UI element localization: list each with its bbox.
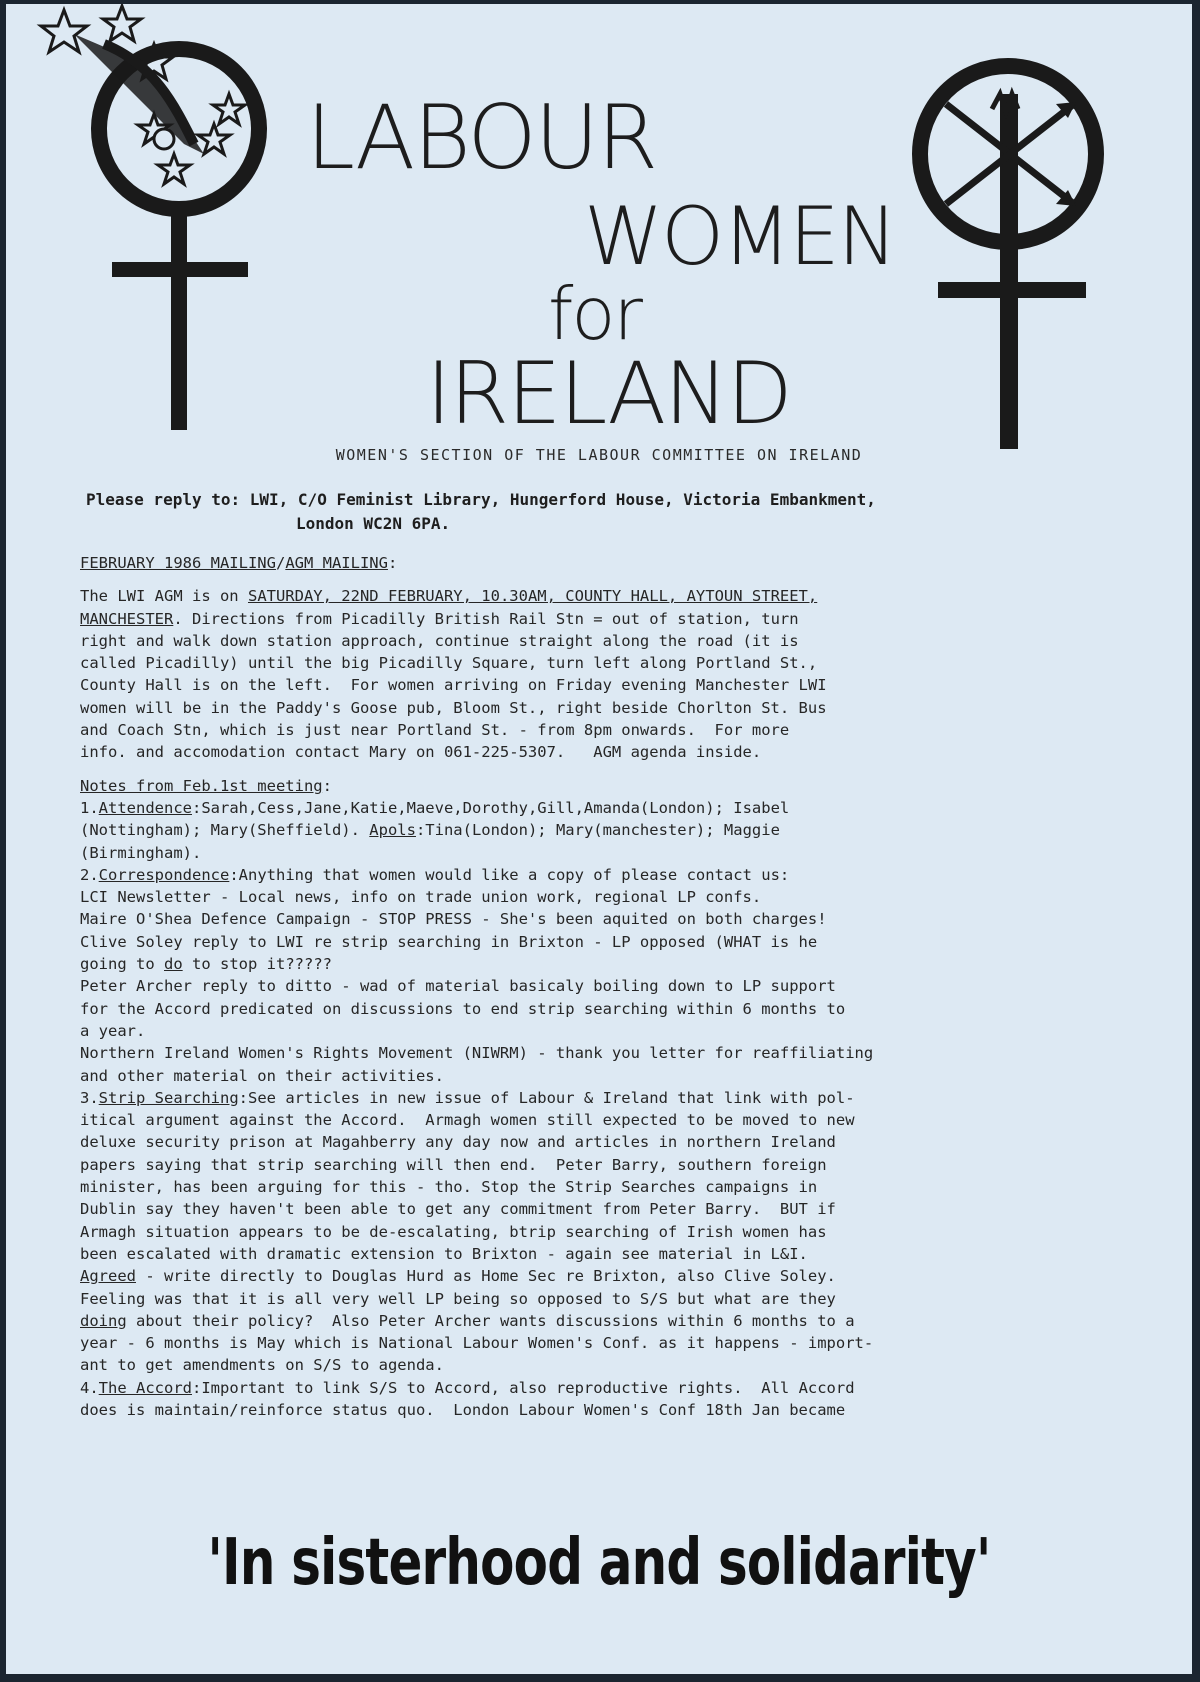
agreed-text: - write directly to Douglas Hurd as Home Sec re Brixton, also Clive Soley. [136, 1267, 836, 1286]
strip-searching-line-1 [80, 1087, 1140, 1109]
title-labour: LABOUR [306, 86, 657, 189]
strip-searching-line: Dublin say they haven't been able to get any commitment from Peter Barry. BUT if [80, 1200, 836, 1219]
mailing-heading-b: AGM MAILING [285, 554, 388, 572]
agm-text: The LWI AGM is on [80, 587, 248, 606]
accord-label: The Accord [98, 1378, 192, 1397]
mailing-body [80, 552, 1140, 1421]
correspondence-line: for the Accord predicated on discussions to end strip searching within 6 months to [80, 999, 846, 1018]
correspondence-text: going to [80, 955, 164, 974]
strip-searching-line: year - 6 months is May which is National Labour Women's Conf. as it happens - import- [80, 1334, 874, 1353]
title-for: for [548, 272, 641, 356]
item-number: 3. [80, 1088, 99, 1107]
emphasis-do: do [164, 955, 183, 974]
accord-text: :Important to link S/S to Accord, also reproductive rights. All Accord [192, 1378, 855, 1397]
mailing-heading-end: : [387, 554, 398, 572]
venus-stars-dove-emblem [34, 4, 304, 434]
agm-line: called Picadilly) until the big Picadilly Square, turn left along Portland St., [80, 654, 818, 673]
reply-address [86, 488, 1126, 536]
agm-line-1 [80, 585, 1140, 607]
correspondence-line: Maire O'Shea Defence Campaign - STOP PRESS - She's been aquited on both charges! [80, 910, 827, 929]
strip-searching-line: minister, has been arguing for this - tho. Stop the Strip Searches campaigns in [80, 1178, 818, 1197]
strip-searching-line: Feeling was that it is all very well LP being so opposed to S/S but what are they [80, 1289, 836, 1308]
strip-searching-line: been escalated with dramatic extension to Brixton - again see material in L&I. [80, 1244, 808, 1263]
agm-line: right and walk down station approach, continue straight along the road (it is [80, 631, 799, 650]
item-number: 1. [80, 798, 99, 817]
footer-slogan: 'In sisterhood and solidarity' [207, 1526, 991, 1600]
agreed-label: Agreed [80, 1267, 136, 1286]
agm-line: info. and accomodation contact Mary on 061-225-5307. AGM agenda inside. [80, 743, 762, 762]
attendance-text: :Sarah,Cess,Jane,Katie,Maeve,Dorothy,Gill,Amanda(London); Isabel [192, 798, 790, 817]
correspondence-line: a year. [80, 1021, 146, 1040]
attendance-line-1 [80, 797, 1140, 819]
title-women: WOMEN [584, 190, 896, 283]
mailing-heading-sep: / [275, 554, 286, 572]
correspondence-line-1 [80, 864, 1140, 886]
mailing-heading-a: FEBRUARY 1986 MAILING [80, 554, 276, 572]
venus-arrows-emblem [906, 54, 1106, 454]
attendance-text: (Nottingham); Mary(Sheffield). [80, 821, 370, 840]
correspondence-line [80, 953, 1140, 975]
attendance-line-3: (Birmingham). [80, 843, 202, 862]
correspondence-line: and other material on their activities. [80, 1066, 444, 1085]
agm-text: . Directions from Picadilly British Rail Stn = out of station, turn [173, 609, 799, 628]
apologies-label: Apols [369, 821, 416, 840]
correspondence-line: Northern Ireland Women's Rights Movement (NIWRM) - thank you letter for reaffiliating [80, 1044, 874, 1063]
attendance-line-2 [80, 819, 1140, 841]
correspondence-line: LCI Newsletter - Local news, info on trade union work, regional LP confs. [80, 888, 762, 907]
agm-line: County Hall is on the left. For women arriving on Friday evening Manchester LWI [80, 676, 827, 695]
correspondence-label: Correspondence [98, 865, 230, 884]
strip-searching-label: Strip Searching [98, 1088, 239, 1107]
attendance-text: :Tina(London); Mary(manchester); Maggie [415, 821, 780, 840]
item-number: 2. [80, 865, 99, 884]
notes-heading-text: Notes from Feb.1st meeting [80, 776, 323, 795]
strip-searching-line: itical argument against the Accord. Armagh women still expected to be moved to new [80, 1111, 855, 1130]
agm-line: women will be in the Paddy's Goose pub, Bloom St., right beside Chorlton St. Bus [80, 698, 827, 717]
title-ireland: IRELAND [426, 344, 791, 444]
agm-city: MANCHESTER [80, 609, 174, 628]
reply-line-1: Please reply to: LWI, C/O Feminist Library, Hungerford House, Victoria Embankment, [86, 490, 876, 509]
emphasis-doing: doing [80, 1311, 127, 1330]
strip-searching-text: :See articles in new issue of Labour & Ireland that link with pol- [238, 1088, 855, 1107]
correspondence-text: to stop it????? [182, 955, 332, 974]
attendance-label: Attendence [98, 798, 192, 817]
notes-heading [80, 775, 1140, 797]
subtitle: WOMEN'S SECTION OF THE LABOUR COMMITTEE ON IRELAND [335, 446, 863, 464]
strip-searching-text: about their policy? Also Peter Archer wants discussions within 6 months to a [126, 1311, 855, 1330]
agm-date-venue: SATURDAY, 22ND FEBRUARY, 10.30AM, COUNTY HALL, AYTOUN STREET, [247, 587, 818, 606]
item-number: 4. [80, 1378, 99, 1397]
strip-searching-line: papers saying that strip searching will then end. Peter Barry, southern foreign [80, 1155, 827, 1174]
strip-searching-line [80, 1310, 1140, 1332]
accord-line-2: does is maintain/reinforce status quo. London Labour Women's Conf 18th Jan became [80, 1400, 846, 1419]
strip-searching-line: deluxe security prison at Magahberry any day now and articles in northern Ireland [80, 1133, 836, 1152]
agreed-line [80, 1265, 1140, 1287]
strip-searching-line: Armagh situation appears to be de-escalating, btrip searching of Irish women has [80, 1222, 827, 1241]
agm-line: and Coach Stn, which is just near Portland St. - from 8pm onwards. For more [80, 721, 790, 740]
agm-line-2 [80, 608, 1140, 630]
accord-line-1 [80, 1377, 1140, 1399]
document-page [6, 4, 1192, 1674]
mailing-heading [80, 552, 1140, 574]
strip-searching-line: ant to get amendments on S/S to agenda. [80, 1356, 444, 1375]
notes-heading-colon: : [322, 776, 332, 795]
reply-line-2: London WC2N 6PA. [296, 514, 451, 533]
correspondence-text: :Anything that women would like a copy of please contact us: [229, 865, 790, 884]
correspondence-line: Clive Soley reply to LWI re strip searching in Brixton - LP opposed (WHAT is he [80, 932, 818, 951]
correspondence-line: Peter Archer reply to ditto - wad of material basicaly boiling down to LP support [80, 977, 836, 996]
